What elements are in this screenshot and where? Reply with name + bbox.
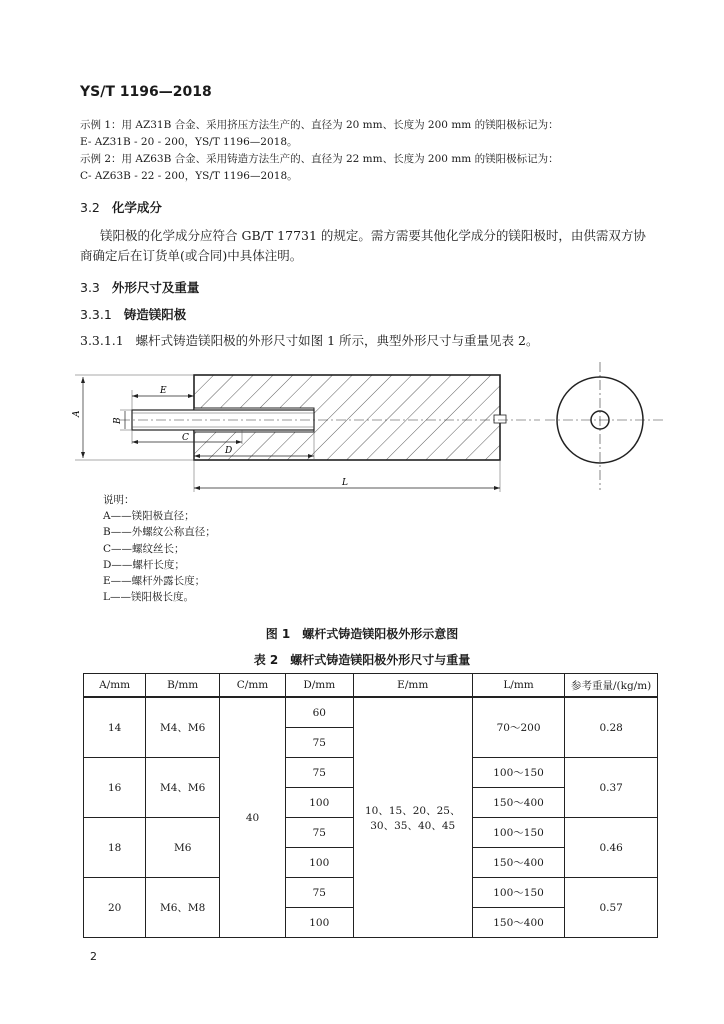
section-3-3-1-heading (80, 305, 186, 323)
cell-weight: 0.28 (565, 697, 658, 758)
cell-C: 40 (220, 697, 286, 938)
section-number: 3.3.1 (80, 307, 112, 322)
legend-item: L——镁阳极长度。 (103, 591, 194, 604)
label-A: A (72, 410, 82, 417)
anode-drawing (70, 360, 670, 500)
cell-B: M6、M8 (146, 878, 220, 938)
cell-D: 75 (285, 728, 353, 758)
cell-L: 100～150 (472, 878, 564, 908)
column-header: D/mm (285, 674, 353, 698)
column-header: L/mm (472, 674, 564, 698)
label-E: E (160, 386, 167, 396)
label-C: C (182, 433, 189, 443)
section-3-3-heading (80, 278, 199, 296)
legend-item: B——外螺纹公称直径； (103, 526, 216, 539)
column-header: 参考重量/(kg/m) (565, 674, 658, 698)
cell-L: 70～200 (472, 697, 564, 758)
legend-item: A——镁阳极直径； (103, 510, 195, 523)
cell-D: 100 (285, 848, 353, 878)
cell-D: 75 (285, 818, 353, 848)
cell-A: 16 (84, 758, 146, 818)
table-row (84, 697, 658, 728)
cell-D: 75 (285, 758, 353, 788)
label-B: B (113, 417, 123, 424)
cell-D: 100 (285, 908, 353, 938)
section-number: 3.2 (80, 200, 100, 215)
column-header: B/mm (146, 674, 220, 698)
cell-L: 150～400 (472, 788, 564, 818)
legend-item: D——螺杆长度； (103, 558, 185, 571)
paragraph-line: 商确定后在订货单(或合同)中具体注明。 (80, 248, 303, 263)
cell-E-line: 10、15、20、25、 (365, 804, 461, 817)
section-number: 3.3 (80, 280, 100, 295)
cell-D: 60 (285, 697, 353, 728)
section-title: 化学成分 (111, 200, 162, 215)
legend-item: E——螺杆外露长度； (103, 575, 206, 588)
cell-L: 100～150 (472, 758, 564, 788)
cell-A: 18 (84, 818, 146, 878)
section-number: 3.3.1.1 (80, 333, 124, 348)
cell-L: 100～150 (472, 818, 564, 848)
page-number: 2 (90, 950, 97, 963)
section-3-2-heading (80, 198, 162, 216)
example-1-line: 示例 1：用 AZ31B 合金、采用挤压方法生产的、直径为 20 mm、长度为 200 mm 的镁阳极标记为： (80, 119, 559, 131)
example-2-mark: C- AZ63B - 22 - 200，YS/T 1196—2018。 (80, 170, 298, 182)
dimension-table (83, 673, 658, 938)
legend-item: C——螺纹丝长； (103, 542, 185, 555)
section-3-3-1-1-text (80, 331, 538, 351)
legend-title: 说明： (103, 494, 135, 506)
figure-caption: 图 1 螺杆式铸造镁阳极外形示意图 (265, 627, 459, 641)
section-title: 外形尺寸及重量 (111, 280, 200, 295)
cell-A: 14 (84, 697, 146, 758)
cell-B: M4、M6 (146, 697, 220, 758)
cell-E (353, 697, 472, 938)
example-1-mark: E- AZ31B - 20 - 200，YS/T 1196—2018。 (80, 136, 298, 148)
column-header: C/mm (220, 674, 286, 698)
cell-weight: 0.46 (565, 818, 658, 878)
document-code: YS/T 1196—2018 (80, 84, 212, 100)
cell-D: 75 (285, 878, 353, 908)
cell-L: 150～400 (472, 908, 564, 938)
cell-weight: 0.37 (565, 758, 658, 818)
example-2-line: 示例 2：用 AZ63B 合金、采用铸造方法生产的、直径为 22 mm、长度为 200 mm 的镁阳极标记为： (80, 153, 559, 165)
cell-B: M4、M6 (146, 758, 220, 818)
paragraph-line: 镁阳极的化学成分应符合 GB/T 17731 的规定。需方需要其他化学成分的镁阳极时，由供需双方协 (100, 228, 646, 243)
label-D: D (225, 446, 233, 456)
cell-B: M6 (146, 818, 220, 878)
label-L: L (342, 478, 348, 488)
end-notch (494, 415, 506, 423)
paragraph-line: 螺杆式铸造镁阳极的外形尺寸如图 1 所示，典型外形尺寸与重量见表 2。 (135, 333, 539, 348)
table-header-row (84, 674, 658, 698)
cell-weight: 0.57 (565, 878, 658, 938)
column-header: E/mm (353, 674, 472, 698)
table-caption: 表 2 螺杆式铸造镁阳极外形尺寸与重量 (253, 653, 471, 667)
cell-L: 150～400 (472, 848, 564, 878)
legend (103, 492, 216, 605)
cell-D: 100 (285, 788, 353, 818)
cell-A: 20 (84, 878, 146, 938)
column-header: A/mm (84, 674, 146, 698)
section-title: 铸造镁阳极 (123, 307, 187, 322)
cell-E-line: 30、35、40、45 (370, 819, 456, 832)
